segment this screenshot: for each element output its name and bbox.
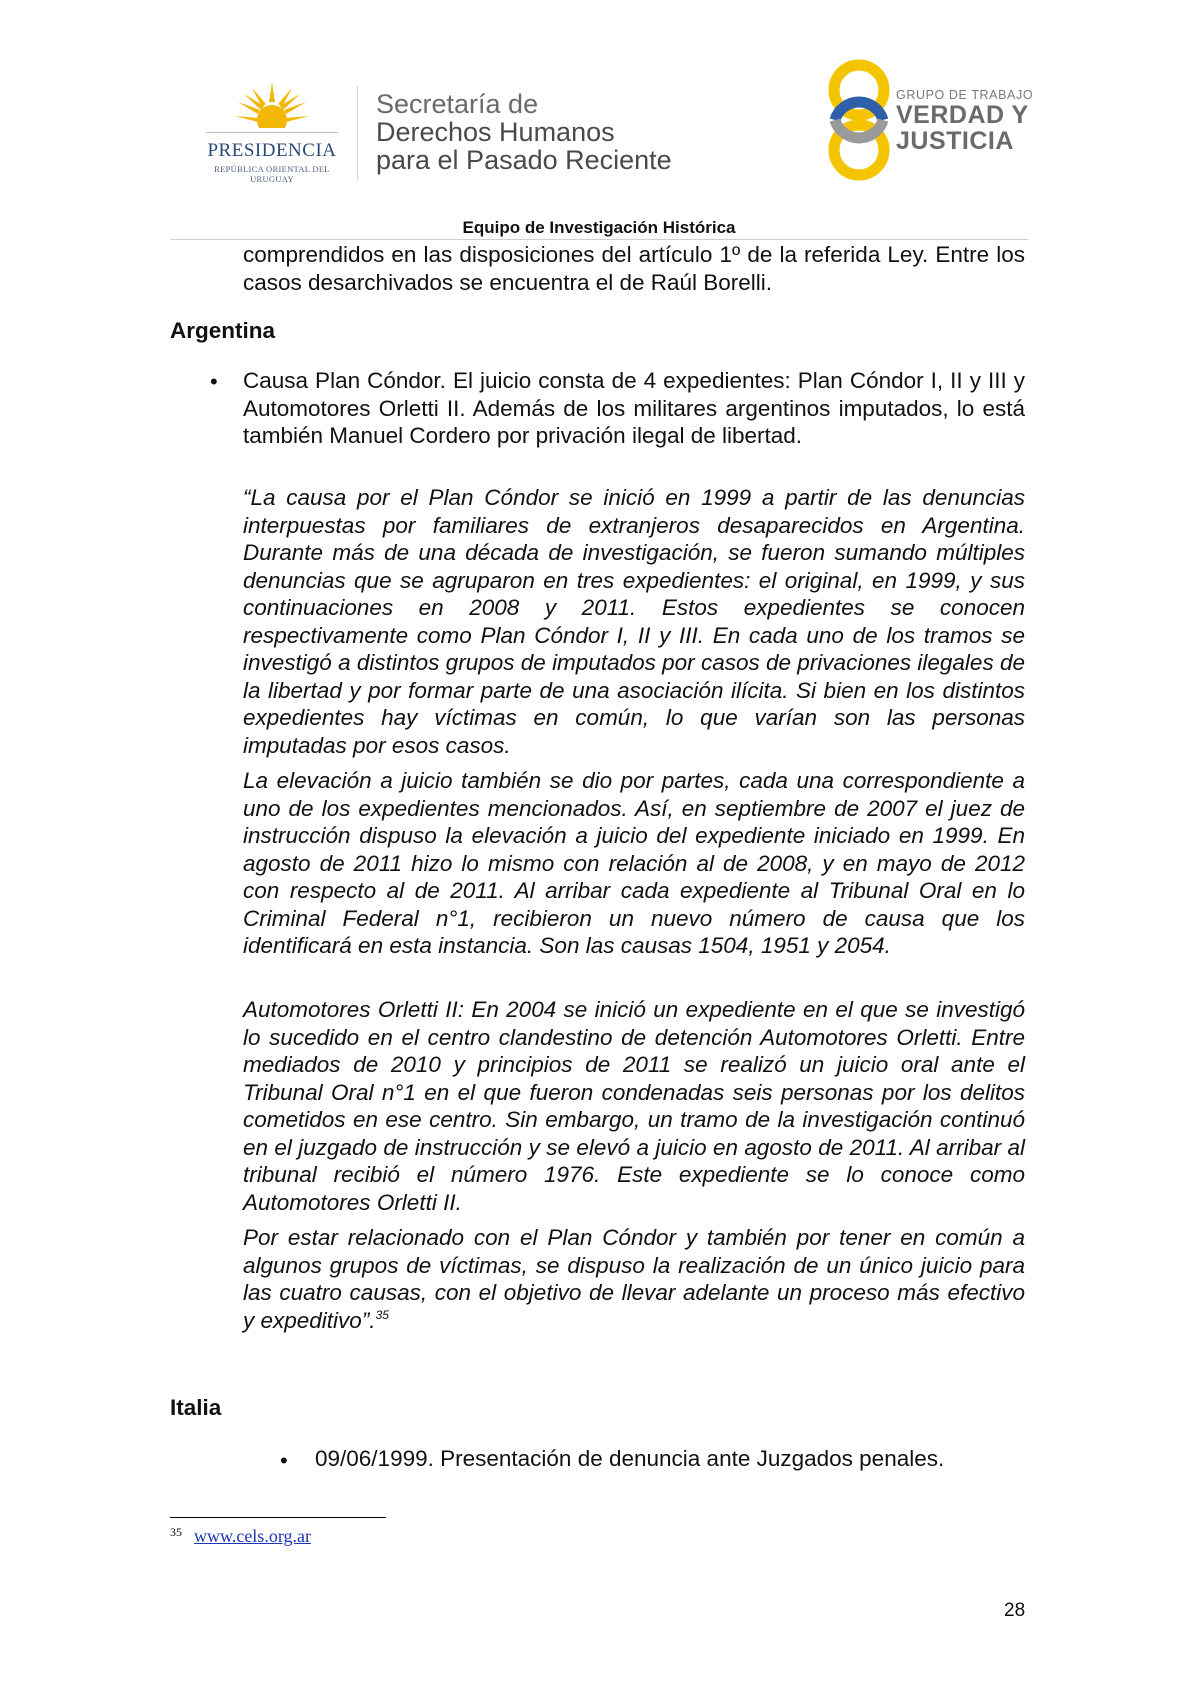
presidencia-name: PRESIDENCIA — [207, 140, 337, 161]
secretaria-line-2: Derechos Humanos — [376, 117, 615, 147]
quote-paragraph-2: La elevación a juicio también se dio por partes, cada una correspondiente a uno de los expedientes mencionados. Así, en septiembre de 2007 el juez de instrucción dispuso la elevación a juicio del expediente iniciado en 1999. En agosto de 2011 hizo lo mismo con relación al de 2008, y en mayo de 2012 con respecto al de 2011. Al arribar cada expediente al Tribunal Oral en lo Criminal Federal n°1, recibieron un nuevo número de causa que los identificará en esta instancia. Son las causas 1504, 1951 y 2054. — [243, 768, 1025, 958]
bullet-marker: • — [280, 1448, 288, 1473]
team-label: Equipo de Investigación Histórica — [462, 218, 736, 237]
quote-paragraph-1: “La causa por el Plan Cóndor se inició en 1999 a partir de las denuncias interpuestas por familiares de extranjeros desaparecidos en Argentina. Durante más de una década de investigación, se fueron sumando múltiples denuncias que se agruparon en tres expedientes: el original, en 1999, y sus continuaciones en 2008 y 2011. Estos expedientes se conocen respectivamente como Plan Cóndor I, II y III. En cada uno de los tramos se investigó a distintos grupos de imputados por casos de privaciones ilegales de la libertad y por formar parte de una asociación ilícita. Si bien en los distintos expedientes hay víctimas en común, lo que varían son las personas imputadas por esos casos. — [243, 485, 1025, 758]
grupo-line-2: JUSTICIA — [896, 127, 1014, 155]
rings-icon — [825, 58, 897, 183]
presidencia-logo — [192, 80, 352, 184]
sun-icon — [234, 80, 310, 136]
italia-bullet-text: 09/06/1999. Presentación de denuncia ante Juzgados penales. — [315, 1446, 945, 1471]
logo-divider — [206, 132, 338, 133]
presidencia-subtitle: REPÚBLICA ORIENTAL DEL URUGUAY — [214, 164, 330, 184]
footnote — [170, 1525, 311, 1547]
quote-paragraph-3: Automotores Orletti II: En 2004 se inició un expediente en el que se investigó lo sucedido en el centro clandestino de detención Automotores Orletti. Entre mediados de 2010 y principios de 2011 se realizó un juicio oral ante el Tribunal Oral n°1 en el que fueron condenadas seis personas por los delitos cometidos en ese centro. Sin embargo, un tramo de la investigación continuó en el juzgado de instrucción y se elevó a juicio en agosto de 2011. Al arribar al tribunal recibió el número 1976. Este expediente se lo conoce como Automotores Orletti II. — [243, 997, 1025, 1215]
secretaria-line-3: para el Pasado Reciente — [376, 145, 672, 175]
grupo-label: GRUPO DE TRABAJO — [896, 88, 1034, 102]
footnote-reference[interactable]: 35 — [375, 1307, 389, 1322]
secretaria-title — [376, 90, 672, 174]
heading-argentina: Argentina — [170, 318, 276, 343]
header-rule — [170, 239, 1028, 240]
grupo-line-1: VERDAD Y — [896, 101, 1029, 129]
verdad-justicia-text — [896, 88, 1033, 154]
heading-italia: Italia — [170, 1395, 222, 1420]
quote-paragraph-4-text: Por estar relacionado con el Plan Cóndor y también por tener en común a algunos grupos de víctimas, se dispuso la realización de un único juicio para las cuatro causas, con el objetivo de llevar adelante un proceso más efectivo y expeditivo”. — [243, 1225, 1025, 1333]
argentina-bullet-text: Causa Plan Cóndor. El juicio consta de 4 expedientes: Plan Cóndor I, II y III y Automotores Orletti II. Además de los militares argentinos imputados, lo está también Manuel Cordero por privación ilegal de libertad. — [243, 368, 1025, 448]
page-header — [0, 0, 1190, 250]
bullet-marker: • — [210, 369, 218, 394]
secretaria-line-1: Secretaría de — [376, 89, 539, 119]
quote-paragraph-4 — [243, 1224, 1025, 1334]
footnote-number: 35 — [170, 1525, 182, 1539]
footnote-rule — [170, 1517, 386, 1518]
verdad-justicia-logo — [825, 58, 1045, 183]
header-divider — [357, 86, 358, 181]
intro-paragraph: comprendidos en las disposiciones del artículo 1º de la referida Ley. Entre los casos desarchivados se encuentra el de Raúl Borelli. — [243, 242, 1025, 295]
footnote-link[interactable]: www.cels.org.ar — [194, 1526, 311, 1546]
page-number: 28 — [1004, 1600, 1026, 1621]
